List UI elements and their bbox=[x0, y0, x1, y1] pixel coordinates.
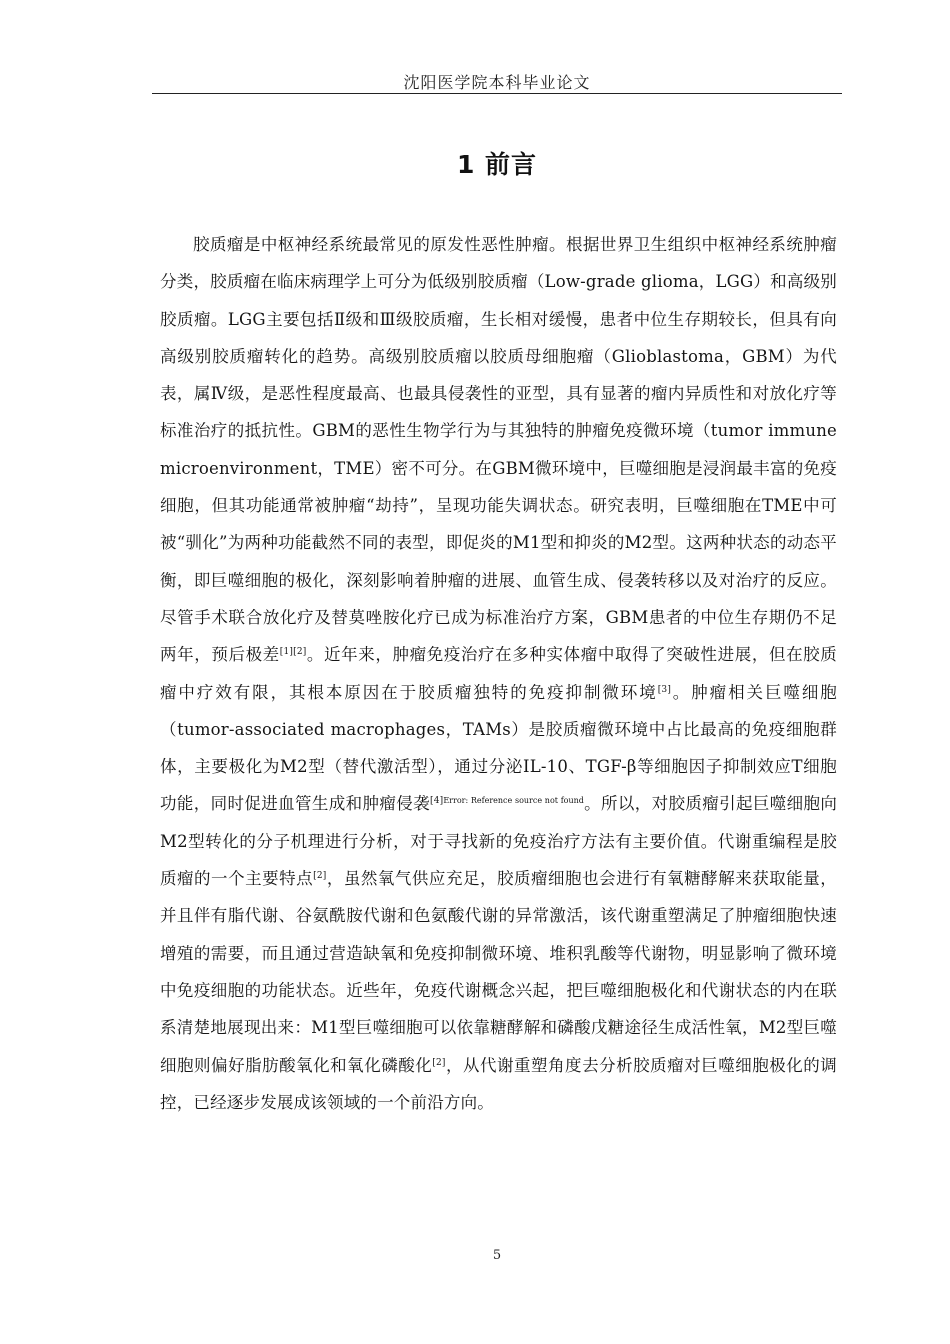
paragraph-text: 。肿瘤相关巨噬细胞（tumor-associated macrophages，TAMs）是胶质瘤微环境中占比最高的免疫细胞群体，主要极化为M2型（替代激活型），通过分泌IL-10、TGF-β等细胞因子抑制效应T细胞功能，同时促进血管生成和肿瘤侵袭 bbox=[160, 682, 837, 814]
paragraph-text: 。所以，对胶质瘤引起巨噬细胞向M2型转化的分子机理进行分析，对于寻找新的免疫治疗方法有主要价值。代谢重编程是胶质瘤的一个主要特点 bbox=[160, 794, 838, 889]
paragraph-text: 。近年来，肿瘤免疫治疗在多种实体瘤中取得了突破性进展，但在胶质瘤中疗效有限，其根本原因在于胶质瘤独特的免疫抑制微环境 bbox=[160, 645, 837, 702]
page-number: 5 bbox=[492, 1248, 502, 1263]
running-header: 沈阳医学院本科毕业论文 bbox=[403, 73, 591, 92]
citation: [3] bbox=[657, 684, 672, 695]
paragraph-text: 胶质瘤是中枢神经系统最常见的原发性恶性肿瘤。根据世界卫生组织中枢神经系统肿瘤分类，胶质瘤在临床病理学上可分为低级别胶质瘤（Low-grade glioma，LGG）和高级别胶质瘤。LGG主要包括Ⅱ级和Ⅲ级胶质瘤，生长相对缓慢，患者中位生存期较长，但具有向高级别胶质瘤转化的趋势。高级别胶质瘤以胶质母细胞瘤（Glioblastoma，GBM）为代表，属Ⅳ级，是恶性程度最高、也最具侵袭性的亚型，具有显著的瘤内异质性和对放化疗等标准治疗的抵抗性。GBM的恶性生物学行为与其独特的肿瘤免疫微环境（tumor immune microenvironment，TME）密不可分。在GBM微环境中，巨噬细胞是浸润最丰富的免疫细胞，但其功能通常被肿瘤“劫持”，呈现功能失调状态。研究表明，巨噬细胞在TME中可被“驯化”为两种功能截然不同的表型，即促炎的M1型和抑炎的M2型。这两种状态的动态平衡，即巨噬细胞的极化，深刻影响着肿瘤的进展、血管生成、侵袭转移以及对治疗的反应。尽管手术联合放化疗及替莫唑胺化疗已成为标准治疗方案，GBM患者的中位生存期仍不足两年，预后极差 bbox=[160, 235, 837, 665]
body-paragraph bbox=[160, 226, 837, 1121]
citation: [4] bbox=[429, 796, 444, 807]
paragraph-text: ，虽然氧气供应充足，胶质瘤细胞也会进行有氧糖酵解来获取能量，并且伴有脂代谢、谷氨酰胺代谢和色氨酸代谢的异常激活，该代谢重塑满足了肿瘤细胞快速增殖的需要，而且通过营造缺氧和免疫抑制微环境、堆积乳酸等代谢物，明显影响了微环境中免疫细胞的功能状态。近些年，免疫代谢概念兴起，把巨噬细胞极化和代谢状态的内在联系清楚地展现出来：M1型巨噬细胞可以依靠糖酵解和磷酸戊糖途径生成活性氧，M2型巨噬细胞则偏好脂肪酸氧化和氧化磷酸化 bbox=[160, 869, 837, 1075]
paragraph-text: ，从代谢重塑角度去分析胶质瘤对巨噬细胞极化的调控，已经逐步发展成该领域的一个前沿方向。 bbox=[160, 1055, 837, 1112]
chapter-title: 1 前言 bbox=[456, 150, 538, 179]
citation: [1][2] bbox=[279, 647, 307, 658]
citation: [2] bbox=[313, 871, 327, 882]
citation: [2] bbox=[432, 1057, 446, 1068]
header-rule bbox=[152, 93, 842, 94]
citation-error: Error: Reference source not found bbox=[443, 796, 584, 806]
